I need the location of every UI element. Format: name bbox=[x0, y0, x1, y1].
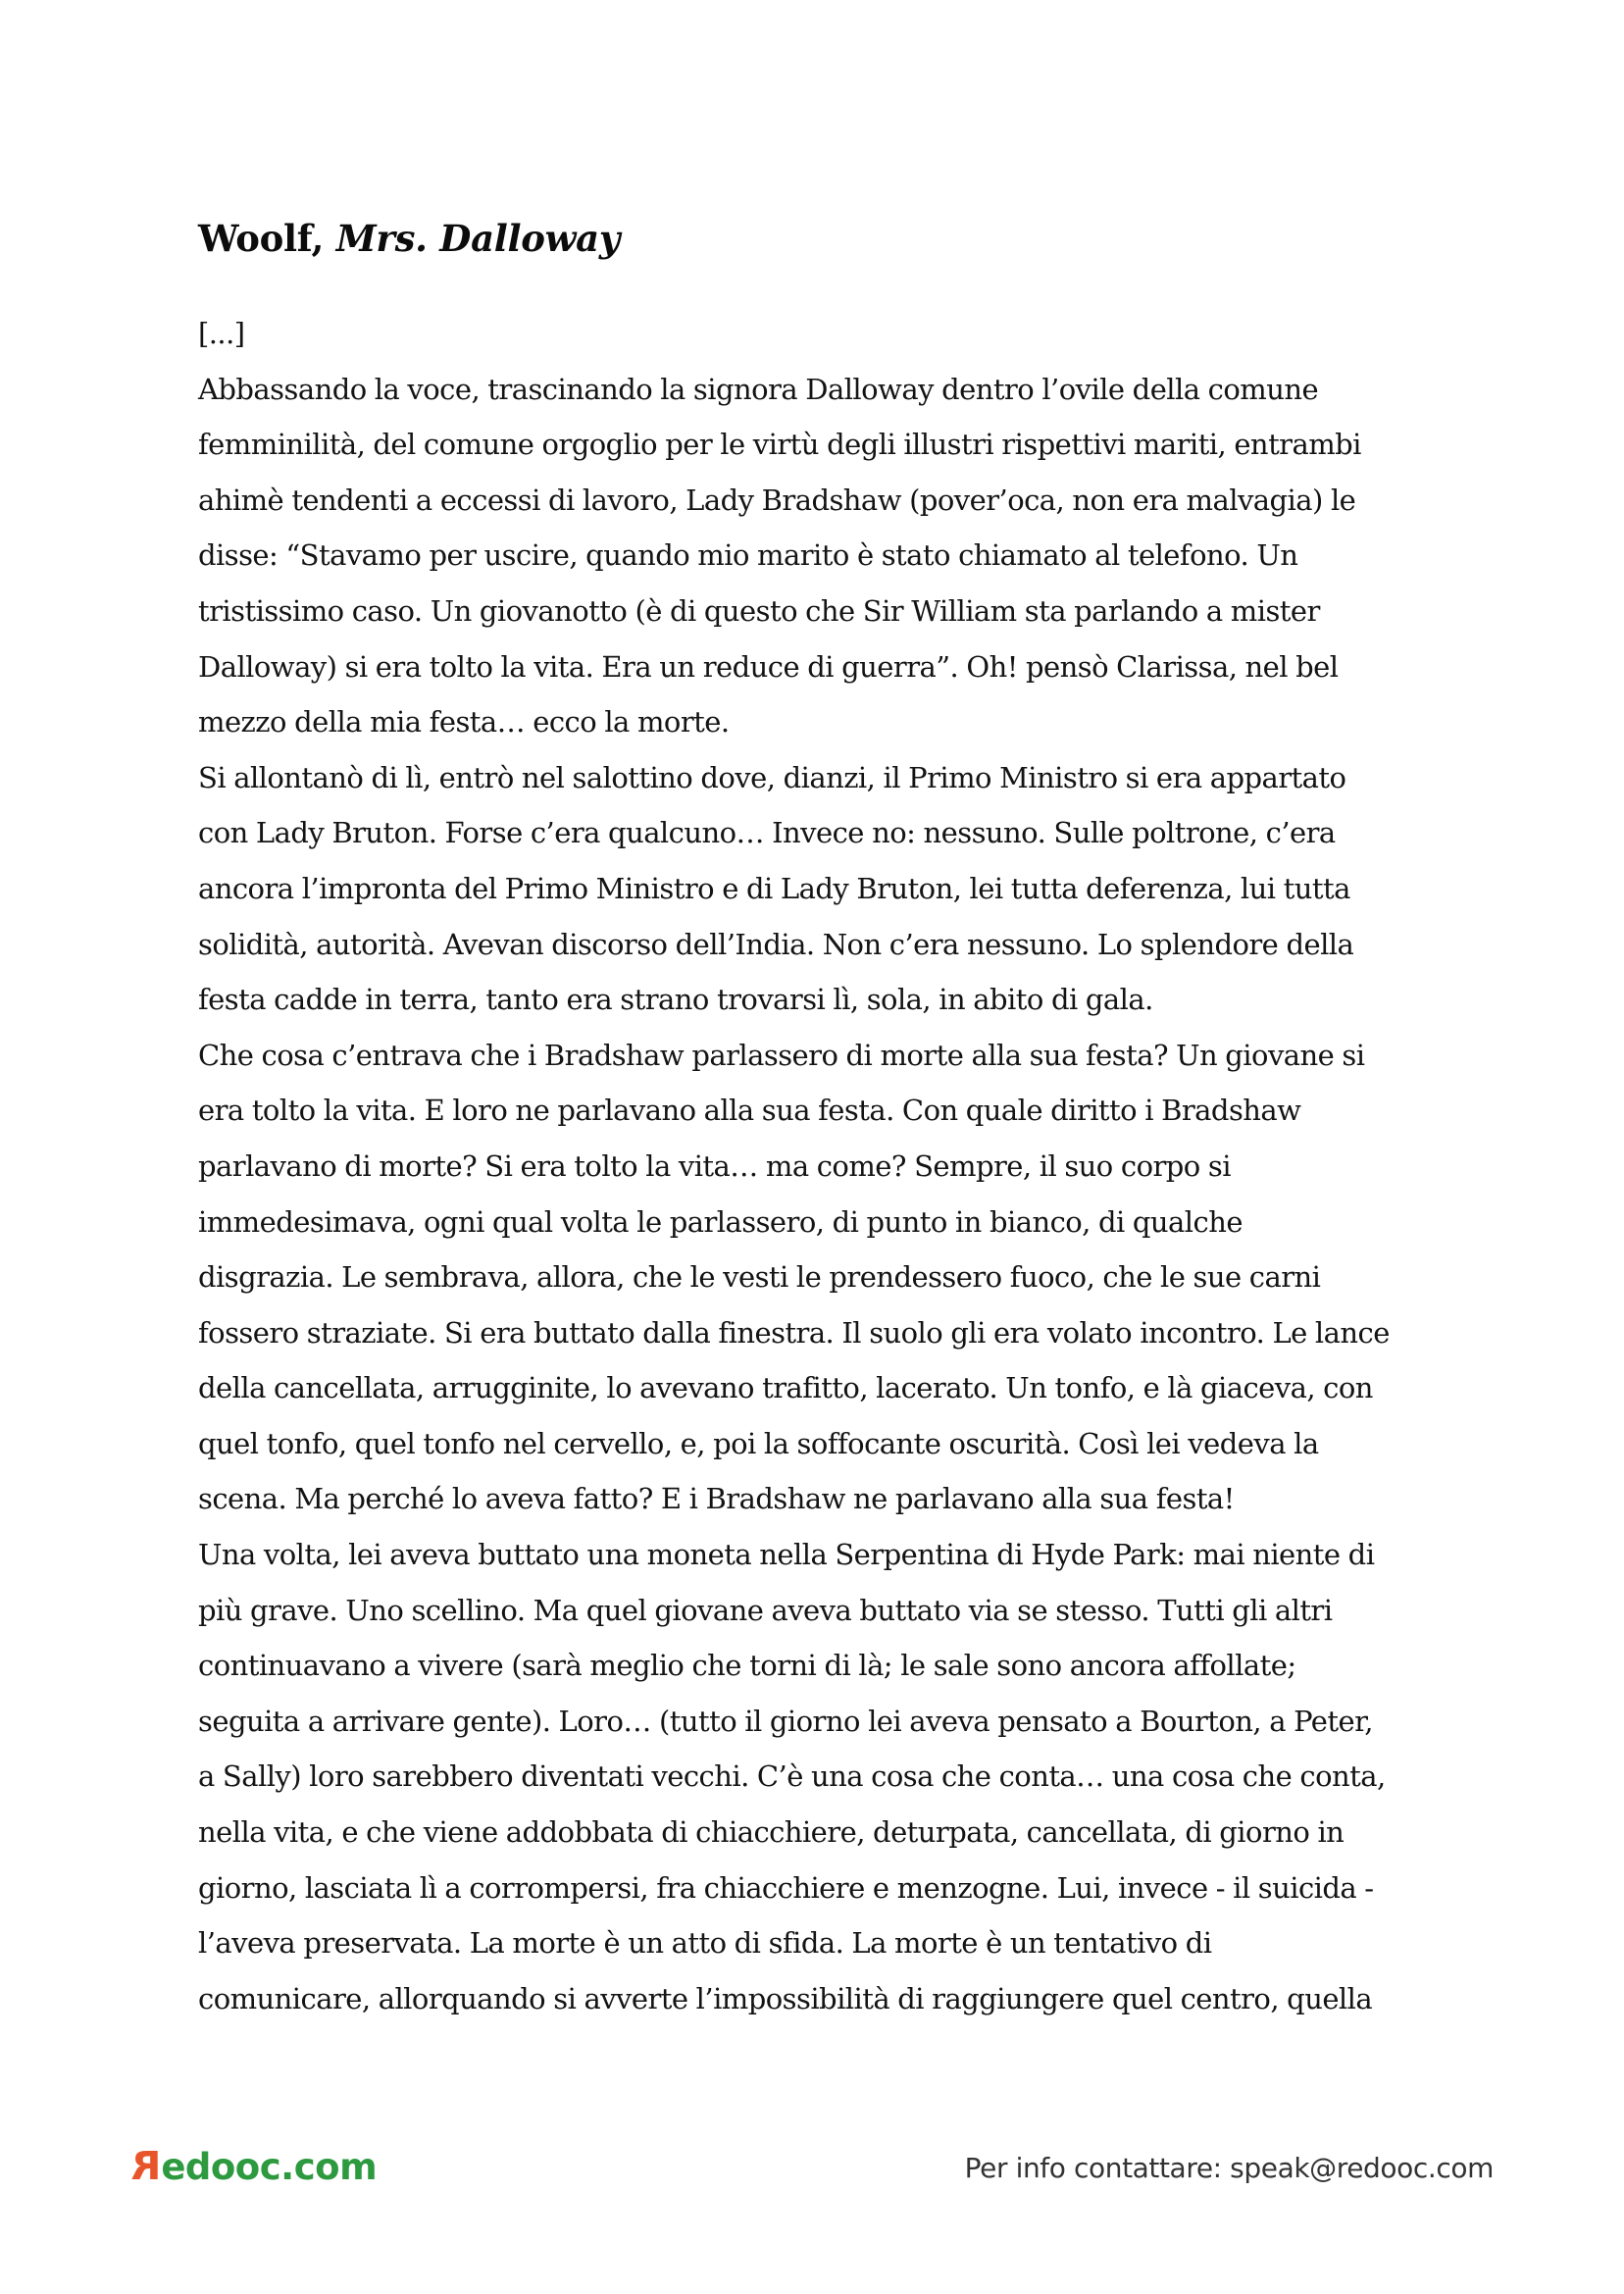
document-title bbox=[198, 217, 620, 260]
text-line: femminilità, del comune orgoglio per le virtù degli illustri rispettivi mariti, entrambi bbox=[198, 428, 1361, 462]
text-line: fossero straziate. Si era buttato dalla finestra. Il suolo gli era volato incontro. Le lance bbox=[198, 1315, 1390, 1350]
text-line: Che cosa c’entrava che i Bradshaw parlassero di morte alla sua festa? Un giovane si bbox=[198, 1038, 1365, 1072]
text-line: con Lady Bruton. Forse c’era qualcuno… Invece no: nessuno. Sulle poltrone, c’era bbox=[198, 816, 1336, 850]
text-line: Dalloway) si era tolto la vita. Era un reduce di guerra”. Oh! pensò Clarissa, nel bel bbox=[198, 649, 1339, 684]
page-footer bbox=[0, 2128, 1624, 2207]
title-author: Woolf, bbox=[198, 216, 325, 260]
text-line: scena. Ma perché lo aveva fatto? E i Bradshaw ne parlavano alla sua festa! bbox=[198, 1482, 1235, 1516]
text-line: disse: “Stavamo per uscire, quando mio marito è stato chiamato al telefono. Un bbox=[198, 538, 1298, 573]
text-line: l’aveva preservata. La morte è un atto di sfida. La morte è un tentativo di bbox=[198, 1926, 1212, 1961]
text-line: quel tonfo, quel tonfo nel cervello, e, poi la soffocante oscurità. Così lei vedeva la bbox=[198, 1426, 1319, 1460]
omission-marker: [...] bbox=[198, 317, 245, 350]
text-line: parlavano di morte? Si era tolto la vita… ma come? Sempre, il suo corpo si bbox=[198, 1148, 1231, 1183]
text-line: giorno, lasciata lì a corrompersi, fra chiacchiere e menzogne. Lui, invece - il suicida - bbox=[198, 1870, 1374, 1905]
text-line: continuavano a vivere (sarà meglio che torni di là; le sale sono ancora affollate; bbox=[198, 1649, 1296, 1683]
text-line: comunicare, allorquando si avverte l’impossibilità di raggiungere quel centro, quella bbox=[198, 1981, 1373, 2015]
text-line: immedesimava, ogni qual volta le parlassero, di punto in bianco, di qualche bbox=[198, 1204, 1243, 1239]
text-line: più grave. Uno scellino. Ma quel giovane aveva buttato via se stesso. Tutti gli altri bbox=[198, 1593, 1333, 1627]
text-line: nella vita, e che viene addobbata di chiacchiere, deturpata, cancellata, di giorno in bbox=[198, 1815, 1345, 1850]
text-line: festa cadde in terra, tanto era strano trovarsi lì, sola, in abito di gala. bbox=[198, 983, 1153, 1017]
text-line: era tolto la vita. E loro ne parlavano alla sua festa. Con quale diritto i Bradshaw bbox=[198, 1094, 1301, 1128]
text-line: Abbassando la voce, trascinando la signora Dalloway dentro l’ovile della comune bbox=[198, 372, 1319, 406]
contact-info: Per info contattare: speak@redooc.com bbox=[964, 2152, 1494, 2184]
text-line: della cancellata, arrugginite, lo avevano trafitto, lacerato. Un tonfo, e là giaceva, con bbox=[198, 1371, 1373, 1405]
text-line: Una volta, lei aveva buttato una moneta nella Serpentina di Hyde Park: mai niente di bbox=[198, 1538, 1375, 1572]
body-text bbox=[198, 306, 1473, 2026]
text-line: disgrazia. Le sembrava, allora, che le vesti le prendessero fuoco, che le sue carni bbox=[198, 1260, 1321, 1295]
logo-text: edooc.com bbox=[161, 2146, 378, 2188]
text-line: Si allontanò di lì, entrò nel salottino dove, dianzi, il Primo Ministro si era appartato bbox=[198, 760, 1346, 794]
title-work: Mrs. Dalloway bbox=[335, 216, 621, 260]
text-line: ancora l’impronta del Primo Ministro e di Lady Bruton, lei tutta deferenza, lui tutta bbox=[198, 871, 1350, 905]
text-line: seguita a arrivare gente). Loro… (tutto il giorno lei aveva pensato a Bourton, a Peter, bbox=[198, 1704, 1373, 1738]
text-line: mezzo della mia festa… ecco la morte. bbox=[198, 705, 730, 739]
text-line: a Sally) loro sarebbero diventati vecchi. C’è una cosa che conta… una cosa che conta, bbox=[198, 1759, 1386, 1794]
text-line: solidità, autorità. Avevan discorso dell’India. Non c’era nessuno. Lo splendore della bbox=[198, 927, 1354, 961]
text-line: ahimè tendenti a eccessi di lavoro, Lady Bradshaw (pover’oca, non era malvagia) le bbox=[198, 483, 1356, 517]
text-line: tristissimo caso. Un giovanotto (è di questo che Sir William sta parlando a mister bbox=[198, 593, 1320, 628]
logo-mark-icon: R bbox=[131, 2144, 162, 2189]
redooc-logo[interactable] bbox=[131, 2144, 377, 2189]
